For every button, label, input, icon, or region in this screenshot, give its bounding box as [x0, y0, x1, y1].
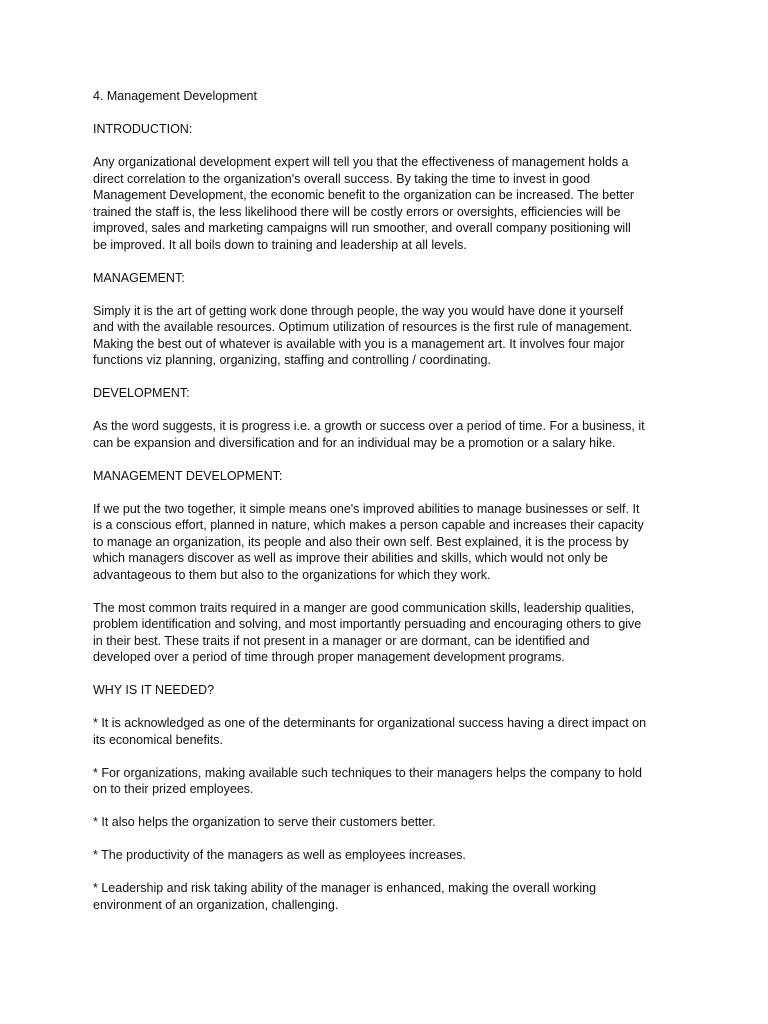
text-line: problem identification and solving, and most importantly persuading and encouraging others to give: [93, 617, 642, 631]
bullet-item: [93, 765, 675, 798]
text-line: can be expansion and diversification and for an individual may be a promotion or a salary hike.: [93, 435, 616, 450]
text-line: be improved. It all boils down to training and leadership at all levels.: [93, 237, 467, 252]
text-line: advantageous to them but also to the organizations for which they work.: [93, 567, 491, 582]
text-line: The most common traits required in a manger are good communication skills, leadership qualities,: [93, 600, 635, 615]
text-line: to manage an organization, its people and also their own self. Best explained, it is the process by: [93, 534, 629, 549]
text-line: which managers discover as well as improve their abilities and skills, which would not only be: [93, 551, 608, 565]
paragraph: [93, 418, 675, 451]
section-heading: MANAGEMENT DEVELOPMENT:: [93, 468, 283, 483]
text-line: its economical benefits.: [93, 732, 223, 747]
text-line: trained the staff is, the less likelihood there will be costly errors or oversights, efficiencies will be: [93, 204, 621, 219]
paragraph: [93, 303, 675, 369]
text-line: As the word suggests, it is progress i.e. a growth or success over a period of time. For a business, it: [93, 419, 645, 433]
text-line: functions viz planning, organizing, staffing and controlling / coordinating.: [93, 353, 491, 367]
document-page: [93, 88, 675, 930]
text-line: and with the available resources. Optimum utilization of resources is the first rule of management.: [93, 320, 633, 334]
text-line: If we put the two together, it simple means one's improved abilities to manage businesses or self. It: [93, 501, 640, 516]
paragraph: [93, 154, 675, 253]
section-heading: MANAGEMENT:: [93, 270, 185, 285]
text-line: improved, sales and marketing campaigns will run smoother, and overall company positioning will: [93, 221, 631, 235]
section-management-development: [93, 468, 675, 666]
text-line: direct correlation to the organization's overall success. By taking the time to invest in good: [93, 171, 591, 186]
paragraph: [93, 600, 675, 666]
text-line: * It is acknowledged as one of the determinants for organizational success having a direct impact on: [93, 716, 647, 730]
section-management: [93, 270, 675, 369]
text-line: * For organizations, making available such techniques to their managers helps the company to hold: [93, 765, 642, 780]
text-line: * The productivity of the managers as well as employees increases.: [93, 848, 466, 862]
text-line: in their best. These traits if not present in a manager or are dormant, can be identified and: [93, 633, 590, 648]
paragraph: [93, 501, 675, 584]
text-line: on to their prized employees.: [93, 782, 254, 796]
section-heading: DEVELOPMENT:: [93, 386, 190, 400]
text-line: environment of an organization, challenging.: [93, 897, 339, 912]
text-line: Any organizational development expert will tell you that the effectiveness of management holds a: [93, 155, 629, 169]
text-line: developed over a period of time through proper management development programs.: [93, 650, 565, 664]
text-line: is a conscious effort, planned in nature, which makes a person capable and increases their capacity: [93, 518, 644, 532]
section-heading: INTRODUCTION:: [93, 122, 193, 136]
bullet-item: [93, 715, 675, 748]
section-introduction: [93, 121, 675, 253]
section-why-needed: [93, 682, 675, 913]
text-line: * It also helps the organization to serve their customers better.: [93, 815, 436, 829]
bullet-item: [93, 847, 675, 864]
text-line: Management Development, the economic benefit to the organization can be increased. The better: [93, 188, 635, 202]
section-development: [93, 385, 675, 451]
text-line: * Leadership and risk taking ability of the manager is enhanced, making the overall working: [93, 881, 597, 895]
text-line: Making the best out of whatever is available with you is a management art. It involves four major: [93, 336, 625, 351]
bullet-item: [93, 814, 675, 831]
document-title: 4. Management Development: [93, 89, 257, 103]
section-heading: WHY IS IT NEEDED?: [93, 683, 215, 697]
bullet-item: [93, 880, 675, 913]
text-line: Simply it is the art of getting work done through people, the way you would have done it yourself: [93, 303, 624, 318]
